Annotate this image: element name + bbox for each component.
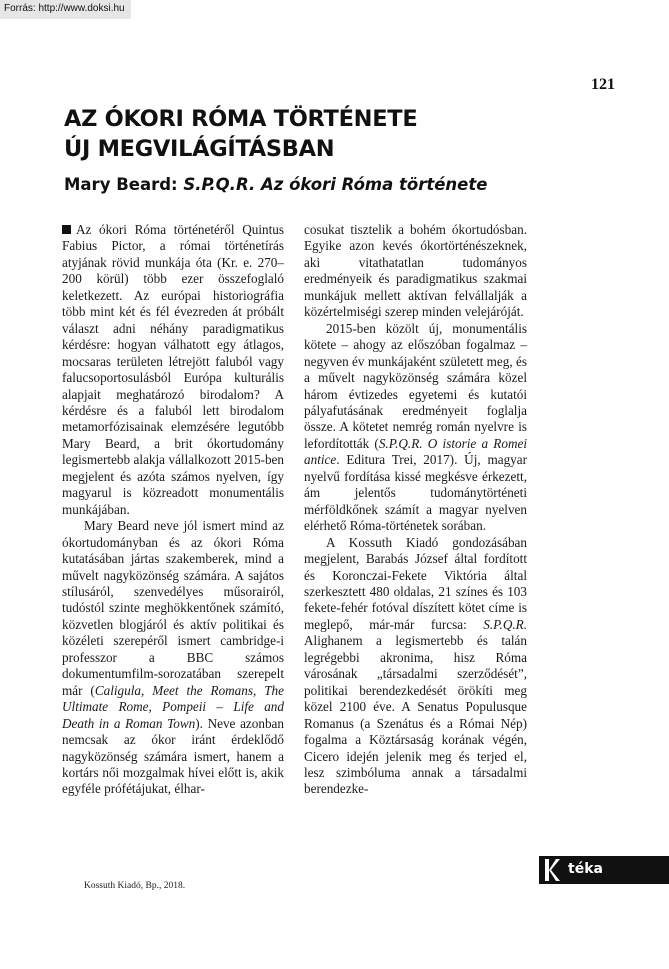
film-titles: Caligula, Meet the Romans, The Ultimate Rome, Pompeii – Life and Death in a Roman Town	[62, 682, 284, 731]
left-paragraph-2: Mary Beard neve jól ismert mind az ókortudományban és az ókori Róma kutatásában jártas szakemberek, mind a művelt nagyközönség számára. A sajátos stílusáról, szenvedélyes műsorairól, tudóstól szinte meghökkentőnek számító, közvetlen blogjáról és aktív politikai és közéleti szerepéről ismert cambridge-i professzor a BBC számos dokumentumfilm-sorozatában szerepelt már (Caligula, Meet the Romans, The Ultimate Rome, Pompeii – Life and Death in a Roman Town). Neve azonban nemcsak az ókor iránt érdeklődő nagyközönség számára ismert, hanem a kortárs női mozgalmak hívei előtt is, akik egyféle prófétájukat, élhar-	[62, 518, 284, 797]
article-title	[64, 104, 417, 164]
teka-section-badge	[539, 856, 669, 884]
source-label: Forrás: http://www.doksi.hu	[0, 0, 131, 19]
page-number: 121	[591, 76, 615, 93]
article-subtitle	[64, 174, 487, 196]
left-paragraph-1: Az ókori Róma történetéről Quintus Fabius Pictor, a római történetírás atyjának rövid munkája óta (Kr. e. 270–200 körül) több ezer összefoglaló keletkezett. Az európai historiográfia több mint két és fél évezreden át próbált választ adni néhány paradigmatikus kérdésre: hogyan válhatott egy átlagos, mocsaras területen létrejött faluból vagy falucsoportosulásból Európa kulturális alapjait meghatározó birodalom? A kérdésre és a faluból lett birodalom metamorfózisainak elemzésére legutóbb Mary Beard, a brit ókortudomány legismertebb alakja vállalkozott 2015-ben megjelent és azóta számos nyelven, így magyarul is közreadott monumentális munkájában.	[62, 222, 284, 517]
subtitle-book-title: S.P.Q.R. Az ókori Róma története	[183, 175, 488, 194]
book-acronym: S.P.Q.R.	[483, 616, 527, 632]
footnote: Kossuth Kiadó, Bp., 2018.	[84, 881, 186, 891]
title-line-1: AZ ÓKORI RÓMA TÖRTÉNETE	[64, 106, 418, 132]
right-text-column	[304, 222, 527, 798]
teka-logo-icon	[543, 858, 563, 882]
right-paragraph-2: A Kossuth Kiadó gondozásában megjelent, Barabás József által fordított és Koronczai-Fekete Viktória által szerkesztett 480 oldalas, 21 színes és 103 fekete-fehér fotóval díszített kötet címe is meglepő, már-már furcsa: S.P.Q.R. Alighanem a legismertebb és talán legrégebbi akronima, hisz Róma városának „társadalmi szerződését”, politikai berendezkedését örökíti meg közel 2100 éve. A Senatus Populusque Romanus (a Szenátus és a Római Nép) fogalma a Köztársaság korának végén, Cicero idején jelenik meg és terjed el, lesz szimbóluma annak a társadalmi berendezke-	[304, 534, 527, 797]
right-paragraph-1: 2015-ben közölt új, monumentális kötete – ahogy az előszóban fogalmaz – negyven év munkájaként született meg, és a művelt nagyközönség számára közel három évtizedes egyetemi és kutatói pályafutásának eredményeit foglalja össze. A kötetet nemrég román nyelvre is lefordították (S.P.Q.R. O istorie a Romei antice. Editura Trei, 2017). Új, magyar nyelvű fordítása kissé megkésve érkezett, ám jelentős tudománytörténeti mérföldkőnek számít a magyar nyelven elérhető Róma-történetek sorában.	[304, 320, 528, 534]
romanian-title: S.P.Q.R. O istorie a Romei antice	[304, 435, 528, 468]
subtitle-author: Mary Beard:	[64, 175, 184, 194]
black-square-icon	[62, 225, 71, 234]
title-line-2: ÚJ MEGVILÁGÍTÁSBAN	[64, 136, 335, 162]
left-text-column	[62, 222, 284, 798]
teka-label: téka	[568, 861, 603, 877]
right-paragraph-0: cosukat tisztelik a bohém ókortudósban. Egyike azon kevés ókortörténészeknek, aki vitathatatlan tudományos eredményeik és paradigmatikus szakmai munkájuk mellett aktívan felvállalják a közértelmiségi szerep minden velejáróját.	[304, 222, 527, 320]
